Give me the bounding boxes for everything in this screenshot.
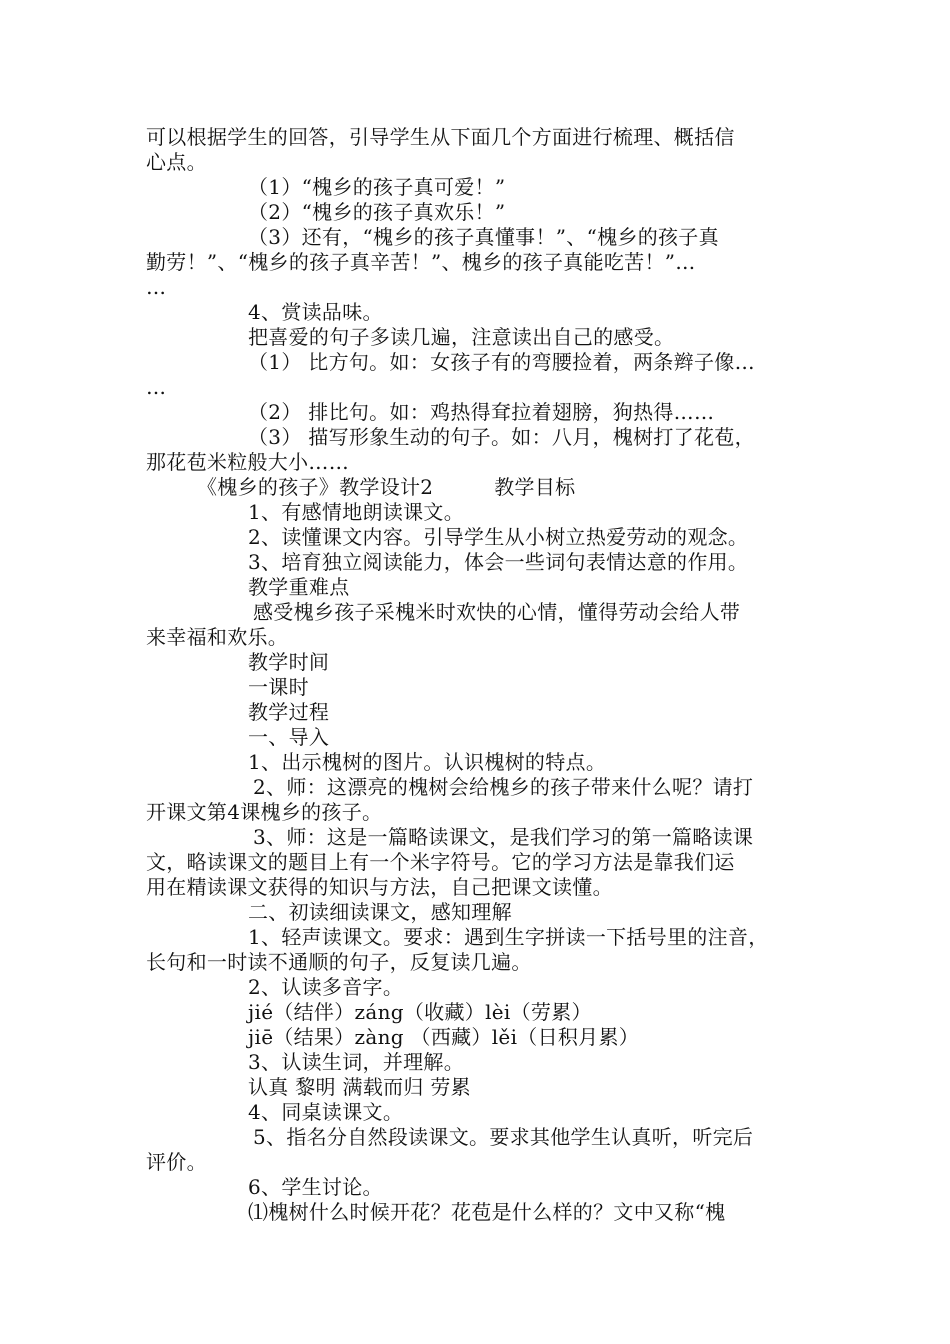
text-line: 3、培育独立阅读能力，体会一些词句表情达意的作用。	[248, 550, 749, 574]
text-line: 6、学生讨论。	[248, 1175, 383, 1199]
text-line: 感受槐乡孩子采槐米时欢快的心情，懂得劳动会给人带	[253, 600, 741, 624]
text-line: 1、有感情地朗读课文。	[248, 500, 465, 524]
text-line: （3）还有，“槐乡的孩子真懂事！”、“槐乡的孩子真	[248, 225, 719, 249]
text-line: 5、指名分自然段读课文。要求其他学生认真听，听完后	[253, 1125, 754, 1149]
text-line: 文，略读课文的题目上有一个米字符号。它的学习方法是靠我们运	[146, 850, 735, 874]
text-line: …	[146, 275, 167, 299]
text-line: 2、读懂课文内容。引导学生从小树立热爱劳动的观念。	[248, 525, 749, 549]
text-line: 4、赏读品味。	[248, 300, 383, 324]
text-line: 教学重难点	[248, 575, 350, 599]
text-line: （1） 比方句。如：女孩子有的弯腰捡着，两条辫子像…	[248, 350, 755, 374]
text-line: 1、出示槐树的图片。认识槐树的特点。	[248, 750, 607, 774]
text-line: （1）“槐乡的孩子真可爱！”	[248, 175, 506, 199]
text-line: 勤劳！”、“槐乡的孩子真辛苦！”、槐乡的孩子真能吃苦！”…	[146, 250, 696, 274]
text-line: ⑴槐树什么时候开花？花苞是什么样的？文中又称“槐	[248, 1200, 726, 1224]
text-line: 《槐乡的孩子》教学设计2 教学目标	[197, 475, 576, 499]
text-line: 3、师：这是一篇略读课文，是我们学习的第一篇略读课	[253, 825, 754, 849]
text-line: 1、轻声读课文。要求：遇到生字拼读一下括号里的注音，	[248, 925, 769, 949]
text-line: 那花苞米粒般大小……	[146, 450, 349, 474]
text-line: 二、初读细读课文，感知理解	[248, 900, 512, 924]
text-line: 评价。	[146, 1150, 207, 1174]
text-line: jié（结伴）záng（收藏）lèi（劳累）	[248, 1000, 592, 1024]
text-line: 教学时间	[248, 650, 330, 674]
text-line: （2）“槐乡的孩子真欢乐！”	[248, 200, 506, 224]
text-line: 一、导入	[248, 725, 330, 749]
text-line: 来幸福和欢乐。	[146, 625, 289, 649]
text-line: 一课时	[248, 675, 309, 699]
text-line: 认真 黎明 满载而归 劳累	[248, 1075, 471, 1099]
text-line: （3） 描写形象生动的句子。如：八月，槐树打了花苞，	[248, 425, 755, 449]
text-line: （2） 排比句。如：鸡热得耷拉着翅膀，狗热得……	[248, 400, 715, 424]
text-line: jiē（结果）zàng （西藏）lěi（日积月累）	[248, 1025, 640, 1049]
text-line: 用在精读课文获得的知识与方法，自己把课文读懂。	[146, 875, 613, 899]
text-line: 把喜爱的句子多读几遍，注意读出自己的感受。	[248, 325, 675, 349]
text-line: 4、同桌读课文。	[248, 1100, 404, 1124]
text-line: 长句和一时读不通顺的句子，反复读几遍。	[146, 950, 532, 974]
text-line: 教学过程	[248, 700, 330, 724]
text-line: 2、认读多音字。	[248, 975, 404, 999]
text-line: 2、师：这漂亮的槐树会给槐乡的孩子带来什么呢？请打	[253, 775, 754, 799]
text-line: 可以根据学生的回答，引导学生从下面几个方面进行梳理、概括信	[146, 125, 735, 149]
text-line: …	[146, 375, 167, 399]
text-line: 心点。	[146, 150, 207, 174]
text-line: 3、认读生词，并理解。	[248, 1050, 465, 1074]
text-line: 开课文第4课槐乡的孩子。	[146, 800, 383, 824]
